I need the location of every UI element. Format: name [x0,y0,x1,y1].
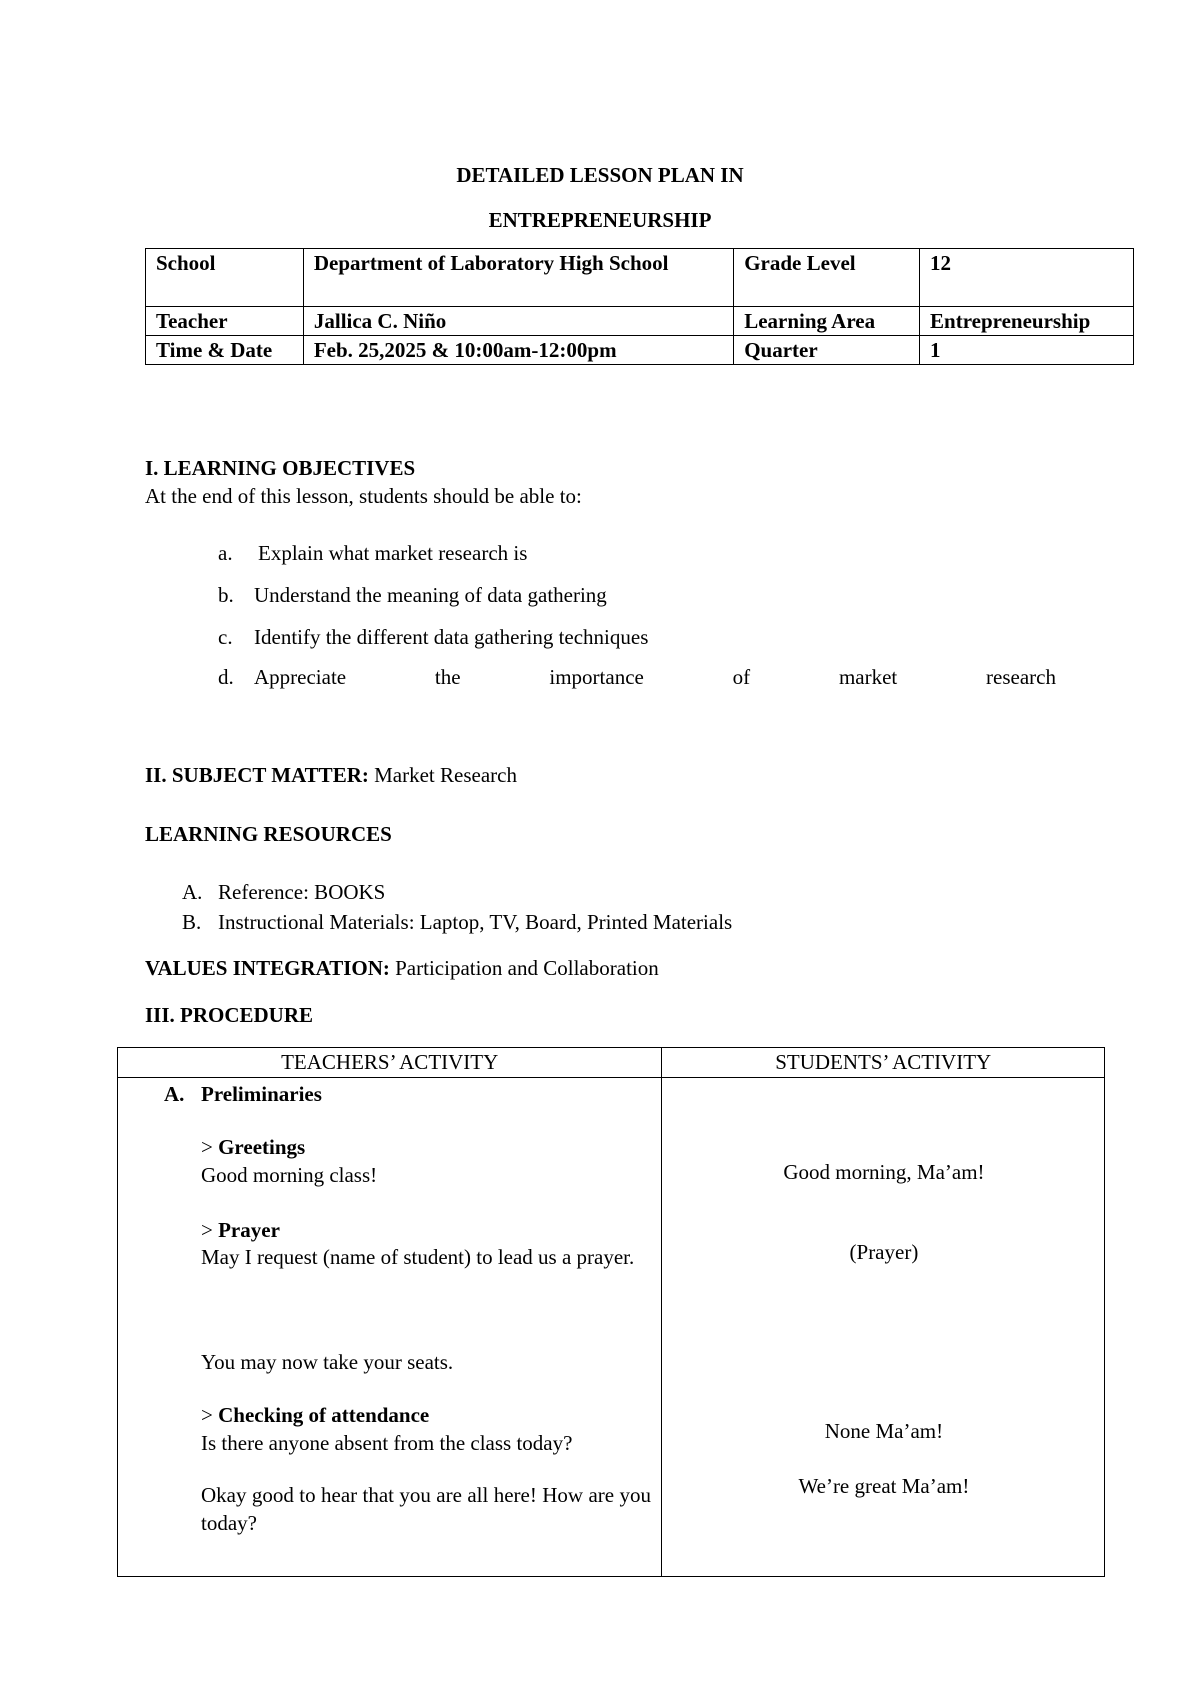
attendance-heading [201,1403,429,1428]
doc-title-line2: ENTREPRENEURSHIP [488,208,712,232]
subject-matter [145,763,517,788]
students-activity-header: STUDENTS’ ACTIVITY [662,1048,1105,1078]
teachers-activity-header: TEACHERS’ ACTIVITY [118,1048,662,1078]
subject-matter-label: II. SUBJECT MATTER: [145,763,369,787]
objective-word: importance [549,665,644,689]
objective-text: Understand the meaning of data gathering [254,583,607,607]
lesson-info-table [145,248,1134,365]
learning-area-label: Learning Area [734,307,920,336]
attendance-text: Is there anyone absent from the class today? [201,1431,573,1455]
preliminaries-title: Preliminaries [201,1082,322,1106]
greetings-heading [201,1135,305,1160]
greetings-text: Good morning class! [201,1163,378,1187]
grade-level-value: 12 [920,249,1134,307]
resource-text: Instructional Materials: Laptop, TV, Board, Printed Materials [218,910,733,934]
school-value: Department of Laboratory High School [303,249,733,307]
objective-word: the [434,665,461,689]
attendance-title: Checking of attendance [218,1403,430,1427]
objective-letter: b. [218,583,234,607]
prayer-text: May I request (name of student) to lead us a prayer. [201,1245,635,1269]
objective-word: research [986,665,1056,689]
time-date-label: Time & Date [146,336,304,365]
student-prayer-reply: (Prayer) [849,1240,919,1264]
grade-level-label: Grade Level [734,249,920,307]
greetings-title: Greetings [218,1135,306,1159]
objective-letter: c. [218,625,233,649]
student-absent-reply: None Ma’am! [824,1419,944,1443]
school-label: School [146,249,304,307]
closing-text: Okay good to hear that you are all here! How are you today? [201,1483,651,1535]
procedure-heading: III. PROCEDURE [145,1003,314,1027]
teachers-activity-cell [118,1078,662,1577]
values-integration [145,956,659,981]
objective-letter: d. [218,665,234,689]
quarter-value: 1 [920,336,1134,365]
values-value: Participation and Collaboration [395,956,659,980]
quarter-label: Quarter [734,336,920,365]
objectives-heading: I. LEARNING OBJECTIVES [145,456,416,480]
teacher-value: Jallica C. Niño [303,307,733,336]
objective-word: market [838,665,898,689]
procedure-table [117,1047,1105,1577]
resources-heading: LEARNING RESOURCES [145,822,392,846]
attendance-marker: > [201,1403,213,1427]
objective-letter: a. [218,541,233,565]
objectives-intro: At the end of this lesson, students should be able to: [145,484,582,508]
subject-matter-value: Market Research [374,763,517,787]
resource-text: Reference: BOOKS [218,880,386,904]
values-label: VALUES INTEGRATION: [145,956,390,980]
greetings-marker: > [201,1135,213,1159]
student-great-reply: We’re great Ma’am! [798,1474,970,1498]
section-letter: A. [164,1082,185,1106]
objective-text: Explain what market research is [258,541,528,565]
resource-letter: A. [182,880,203,904]
doc-title-line1: DETAILED LESSON PLAN IN [456,163,744,187]
student-greeting-reply: Good morning, Ma’am! [783,1160,985,1184]
prayer-marker: > [201,1218,213,1242]
resource-letter: B. [182,910,202,934]
learning-area-value: Entrepreneurship [920,307,1134,336]
teacher-label: Teacher [146,307,304,336]
prayer-heading [201,1218,280,1243]
time-date-value: Feb. 25,2025 & 10:00am-12:00pm [303,336,733,365]
objective-word: Appreciate [254,665,347,689]
seats-text: You may now take your seats. [201,1350,454,1374]
objective-text-justified [254,665,1056,690]
objective-text: Identify the different data gathering techniques [254,625,649,649]
prayer-title: Prayer [218,1218,280,1242]
objective-word: of [732,665,751,689]
students-activity-cell [662,1078,1105,1577]
